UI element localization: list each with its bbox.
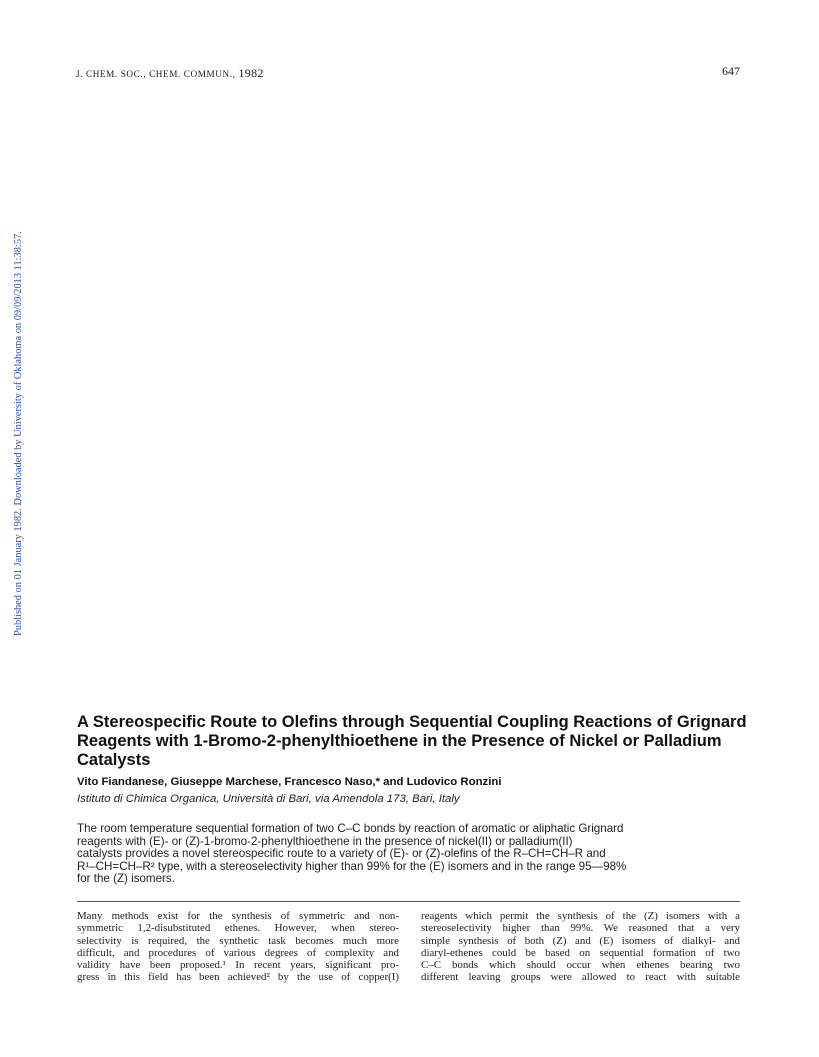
journal-name: J. CHEM. SOC., CHEM. COMMUN., <box>76 69 236 79</box>
journal-citation <box>76 66 264 81</box>
body-line: stereoselectivity higher than 99%. We reasoned that a very <box>421 922 740 935</box>
running-header <box>76 66 740 82</box>
body-line: selectivity is required, the synthetic task becomes much more <box>77 934 399 947</box>
download-watermark: Published on 01 January 1982. Downloaded by University of Oklahoma on 09/09/2013 11:38:57. <box>13 231 24 636</box>
journal-year: 1982 <box>238 66 264 80</box>
body-line: different leaving groups were allowed to react with suitable <box>421 971 740 984</box>
body-line: difficult, and procedures of various degrees of complexity and <box>77 946 399 959</box>
body-column-right <box>421 910 740 984</box>
body-line: gress in this field has been achieved² by the use of copper(I) <box>77 971 399 984</box>
body-line: symmetric 1,2-disubstituted ethenes. However, when stereo- <box>77 922 399 935</box>
abstract-line: for the (Z) isomers. <box>77 872 175 886</box>
abstract-line: catalysts provides a novel stereospecific route to a variety of (E)- or (Z)-olefins of the R–CH=CH–R and <box>77 847 606 861</box>
body-line: Many methods exist for the synthesis of symmetric and non- <box>77 910 399 922</box>
body-line: simple synthesis of both (Z) and (E) isomers of dialkyl- and <box>421 934 740 947</box>
author-list: Vito Fiandanese, Giuseppe Marchese, Francesco Naso,* and Ludovico Ronzini <box>77 776 502 788</box>
body-column-left <box>77 910 399 984</box>
affiliation: Istituto di Chimica Organica, Università di Bari, via Amendola 173, Bari, Italy <box>77 793 460 805</box>
abstract <box>77 823 747 886</box>
section-divider <box>77 901 740 902</box>
article-title: A Stereospecific Route to Olefins through Sequential Coupling Reactions of Grignard Reagents with 1-Bromo-2-phenylthioethene in the Presence of Nickel or Palladium Catalysts <box>77 713 747 769</box>
abstract-line: The room temperature sequential formation of two C–C bonds by reaction of aromatic or aliphatic Grignard <box>77 822 624 835</box>
page-number: 647 <box>722 64 740 78</box>
abstract-line: reagents with (E)- or (Z)-1-bromo-2-phenylthioethene in the presence of nickel(II) or palladium(II) <box>77 834 573 848</box>
abstract-line: R¹–CH=CH–R² type, with a stereoselectivity higher than 99% for the (E) isomers and in the range 95—98% <box>77 859 627 873</box>
body-line: diaryl-ethenes could be based on sequential formation of two <box>421 946 740 959</box>
body-line: C–C bonds which should occur when ethenes bearing two <box>421 959 740 972</box>
body-line: validity have been proposed.¹ In recent years, significant pro- <box>77 959 399 972</box>
body-line: reagents which permit the synthesis of the (Z) isomers with a <box>421 910 740 922</box>
